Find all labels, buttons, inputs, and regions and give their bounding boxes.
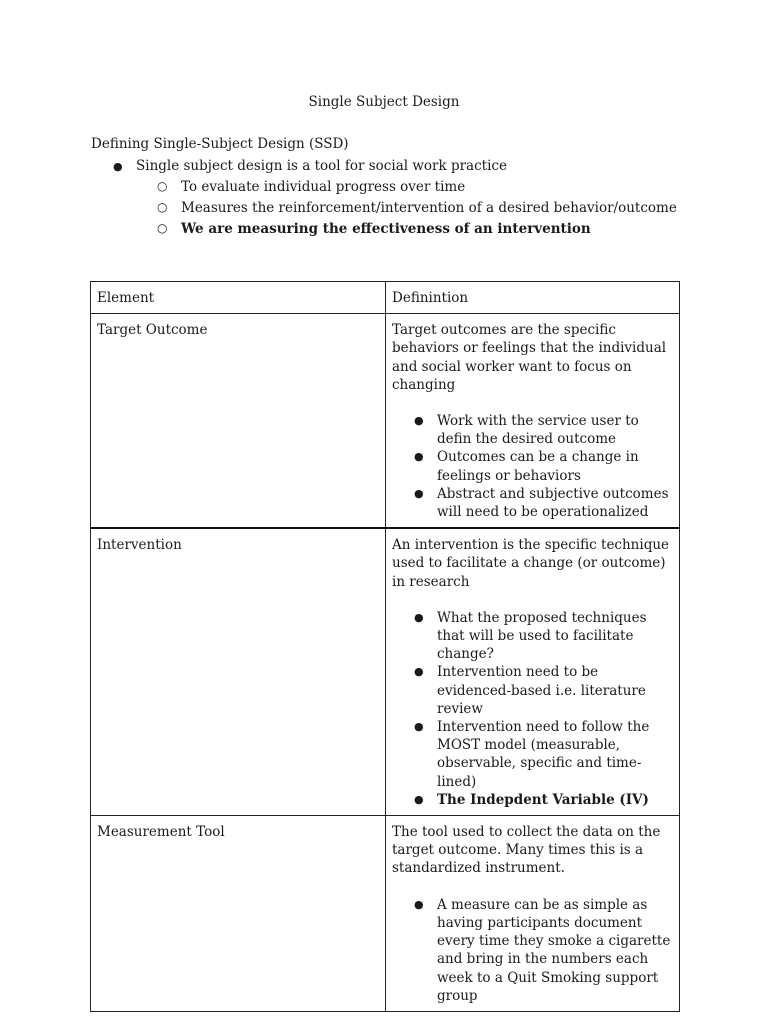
table-cell-definition <box>386 528 680 815</box>
definition-text: The tool used to collect the data on the target outcome. Many times this is a standardized instrument. <box>392 824 661 877</box>
list-item-text: Intervention need to follow the MOST model (measurable, observable, specific and time-lined) <box>437 719 650 790</box>
list-item <box>392 448 673 484</box>
table-header-row <box>91 282 680 314</box>
table-cell-definition <box>386 314 680 529</box>
list-item-text: What the proposed techniques that will be used to facilitate change? <box>437 609 647 663</box>
table-header-element: Element <box>91 282 386 314</box>
sub-bullet-icon: ○ <box>157 221 168 235</box>
table-row <box>91 314 680 529</box>
list-item <box>392 718 673 791</box>
list-item-text: Abstract and subjective outcomes will need to be operationalized <box>437 485 669 521</box>
list-item <box>392 412 673 448</box>
definition-text: Target outcomes are the specific behaviors or feelings that the individual and social worker want to focus on changing <box>392 322 667 393</box>
definition-bullets <box>392 609 673 809</box>
sub-bullet-icon: ○ <box>157 179 168 193</box>
bullet-icon: ● <box>414 897 424 911</box>
list-item-text: A measure can be as simple as having participants document every time they smoke a cigarette and bring in the numbers each week to a Quit Smoking support group <box>437 896 671 1004</box>
list-item <box>392 485 673 521</box>
definition-bullets <box>392 896 673 1005</box>
bullet-icon: ● <box>414 610 424 624</box>
bullet-icon: ● <box>414 665 424 679</box>
bullet-icon: ● <box>113 160 123 173</box>
outline-list <box>91 156 691 240</box>
document-title: Single Subject Design <box>308 94 460 110</box>
list-item <box>91 219 691 240</box>
list-item-text: Work with the service user to defin the desired outcome <box>437 413 639 448</box>
table-header-definition: Definintion <box>386 282 680 314</box>
table-row <box>91 528 680 815</box>
list-item-text: To evaluate individual progress over time <box>181 179 466 195</box>
table-cell-element: Target Outcome <box>91 314 386 529</box>
list-item-text: Single subject design is a tool for social work practice <box>136 158 507 174</box>
sub-bullet-icon: ○ <box>157 200 168 214</box>
list-item <box>392 663 673 718</box>
bullet-icon: ● <box>414 792 424 806</box>
bullet-icon: ● <box>414 414 424 428</box>
definitions-table <box>90 281 680 1012</box>
list-item <box>392 896 673 1005</box>
bullet-icon: ● <box>414 486 424 500</box>
bullet-icon: ● <box>414 720 424 734</box>
list-item <box>91 156 691 177</box>
table-cell-element: Measurement Tool <box>91 816 386 1012</box>
list-item-text: Measures the reinforcement/intervention of a desired behavior/outcome <box>181 200 677 216</box>
list-item-text: Outcomes can be a change in feelings or behaviors <box>437 449 639 484</box>
definition-bullets <box>392 412 673 521</box>
list-item <box>392 791 673 809</box>
table-cell-definition <box>386 816 680 1012</box>
table-row <box>91 816 680 1012</box>
bullet-icon: ● <box>414 450 424 464</box>
definition-text: An intervention is the specific technique used to facilitate a change (or outcome) in research <box>392 537 670 590</box>
list-item-text: We are measuring the effectiveness of an intervention <box>181 221 591 237</box>
section-heading: Defining Single-Subject Design (SSD) <box>91 136 349 152</box>
list-item-text: The Indepdent Variable (IV) <box>437 791 649 808</box>
list-item <box>91 177 691 198</box>
table-cell-element: Intervention <box>91 528 386 815</box>
list-item <box>91 198 691 219</box>
list-item-text: Intervention need to be evidenced-based i.e. literature review <box>437 664 646 717</box>
list-item <box>392 609 673 664</box>
